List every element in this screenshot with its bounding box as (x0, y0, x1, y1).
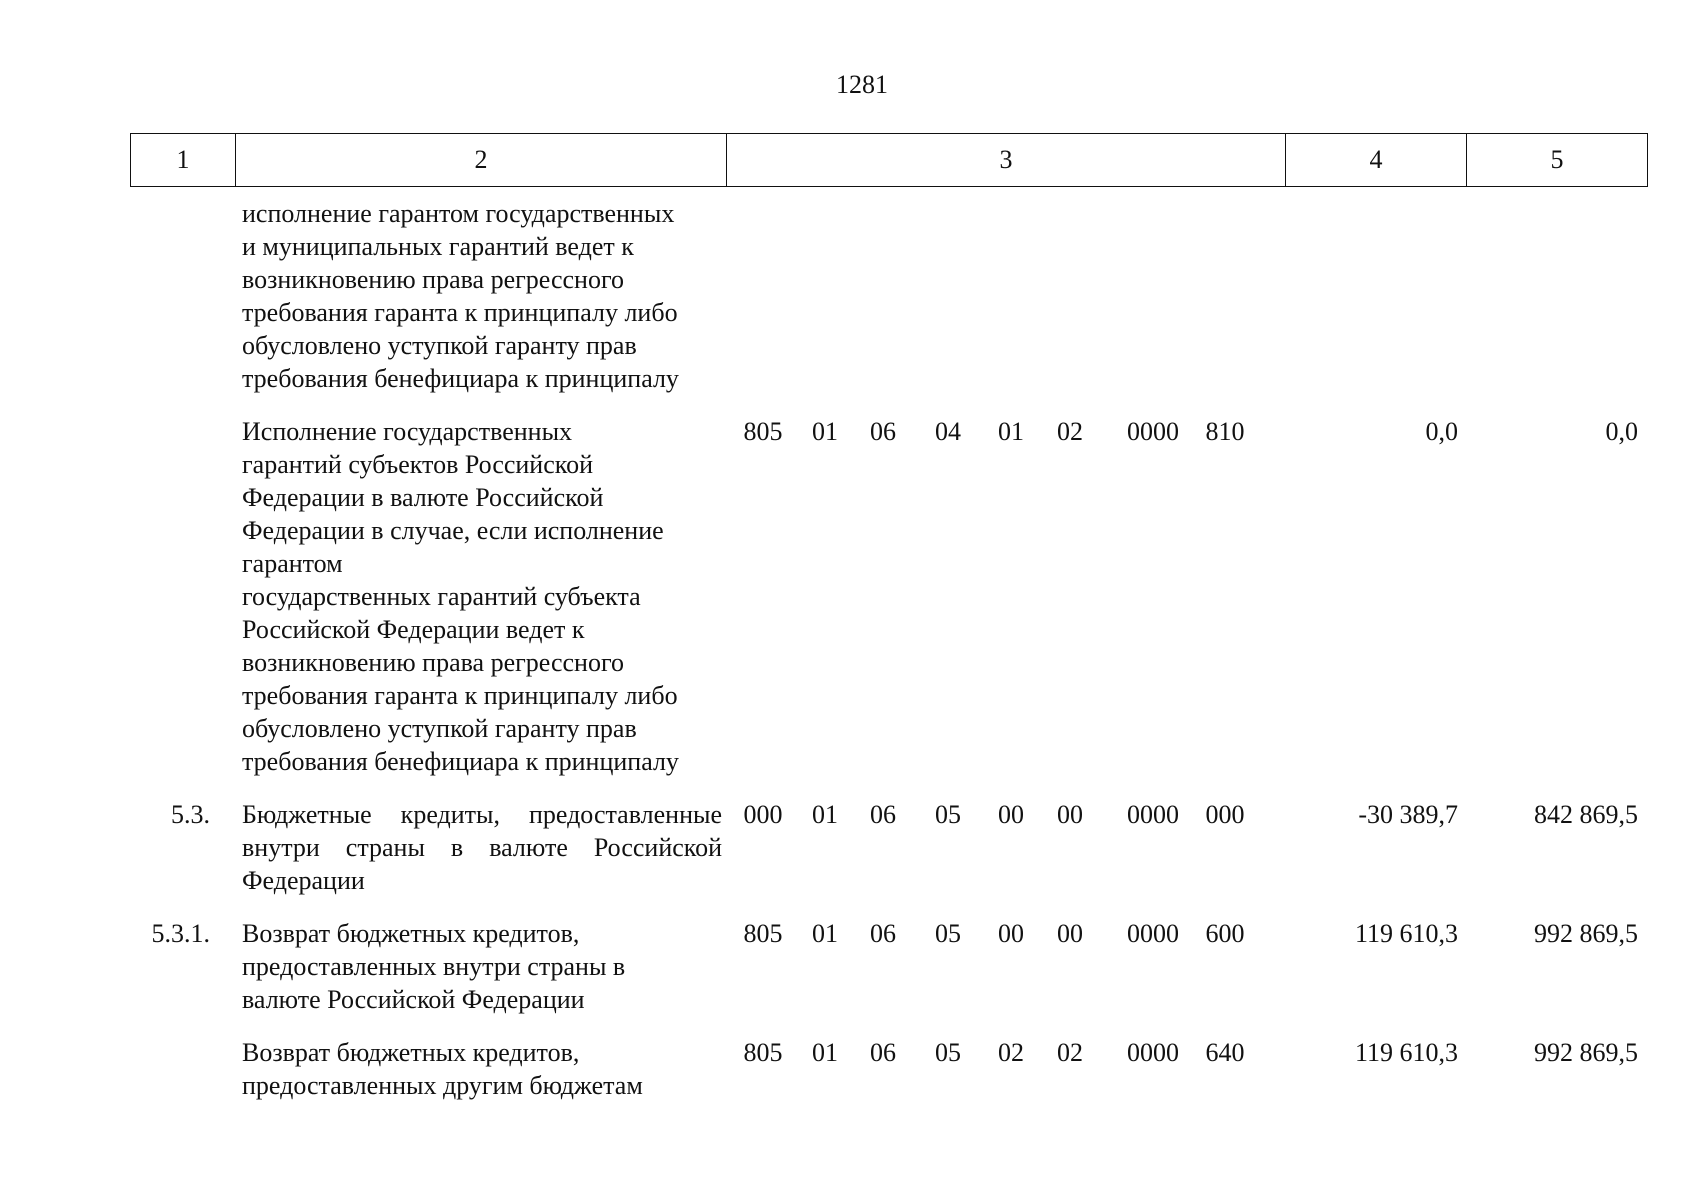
code-program: 0000 (1127, 800, 1179, 829)
header-col-4: 4 (1286, 134, 1467, 186)
row-description: Бюджетные кредиты, предоставленные внутри страны в валюте Российской Федерации (242, 800, 722, 895)
row-description: Возврат бюджетных кредитов, предоставленных другим бюджетам (242, 1038, 643, 1100)
code-group: 01 (812, 417, 838, 446)
code-subgroup: 06 (870, 919, 896, 948)
code-article: 05 (935, 919, 961, 948)
code-program: 0000 (1127, 417, 1179, 446)
code-kosgu: 600 (1205, 919, 1245, 948)
amount-col-4: 119 610,3 (1354, 919, 1458, 948)
code-kosgu: 000 (1205, 800, 1245, 829)
amount-col-5: 992 869,5 (1534, 919, 1638, 948)
code-admin: 805 (743, 919, 783, 948)
code-article: 05 (935, 1038, 961, 1067)
table-row (130, 415, 1646, 778)
code-element: 00 (1057, 919, 1083, 948)
code-article: 04 (935, 417, 961, 446)
table-row (130, 917, 1646, 1016)
header-col-5: 5 (1550, 145, 1564, 174)
table-row (130, 197, 1646, 395)
row-description: Возврат бюджетных кредитов, предоставленных внутри страны в валюте Российской Федерации (242, 919, 626, 1014)
code-group: 01 (812, 1038, 838, 1067)
code-admin: 805 (743, 417, 783, 446)
code-program: 0000 (1127, 1038, 1179, 1067)
code-group: 01 (812, 919, 838, 948)
code-subarticle: 00 (998, 919, 1024, 948)
amount-col-5: 842 869,5 (1534, 800, 1638, 829)
header-col-2: 2 (236, 134, 727, 186)
table-row (130, 1036, 1646, 1102)
row-description: исполнение гарантом государственных и муниципальных гарантий ведет к возникновению права регрессного требования гаранта к принципалу либо обусловлено уступкой гаранту прав требования бенефициара к принципалу (242, 199, 679, 393)
code-kosgu: 640 (1205, 1038, 1245, 1067)
code-admin: 805 (743, 1038, 783, 1067)
table-header (130, 133, 1648, 187)
code-admin: 000 (743, 800, 783, 829)
row-description: Исполнение государственных гарантий субъектов Российской Федерации в валюте Российской Федерации в случае, если исполнение гарантом государственных гарантий субъекта Российской Федерации ведет к возникновению права регрессного требования гаранта к принципалу либо обусловлено уступкой гаранту прав требования бенефициара к принципалу (242, 417, 679, 776)
code-subgroup: 06 (870, 417, 896, 446)
code-program: 0000 (1127, 919, 1179, 948)
code-subarticle: 00 (998, 800, 1024, 829)
code-group: 01 (812, 800, 838, 829)
header-col-3: 3 (727, 134, 1286, 186)
code-element: 00 (1057, 800, 1083, 829)
code-element: 02 (1057, 417, 1083, 446)
table-row (130, 798, 1646, 897)
amount-col-5: 0,0 (1605, 417, 1638, 446)
code-subgroup: 06 (870, 1038, 896, 1067)
row-number: 5.3. (171, 800, 210, 829)
code-element: 02 (1057, 1038, 1083, 1067)
amount-col-5: 992 869,5 (1534, 1038, 1638, 1067)
code-kosgu: 810 (1205, 417, 1245, 446)
row-number: 5.3.1. (151, 919, 210, 948)
amount-col-4: 0,0 (1425, 417, 1458, 446)
code-article: 05 (935, 800, 961, 829)
code-subarticle: 01 (998, 417, 1024, 446)
page-number: 1281 (836, 70, 888, 99)
amount-col-4: 119 610,3 (1354, 1038, 1458, 1067)
header-col-1: 1 (131, 134, 236, 186)
amount-col-4: -30 389,7 (1358, 800, 1458, 829)
code-subarticle: 02 (998, 1038, 1024, 1067)
code-subgroup: 06 (870, 800, 896, 829)
table-body (130, 197, 1646, 1102)
